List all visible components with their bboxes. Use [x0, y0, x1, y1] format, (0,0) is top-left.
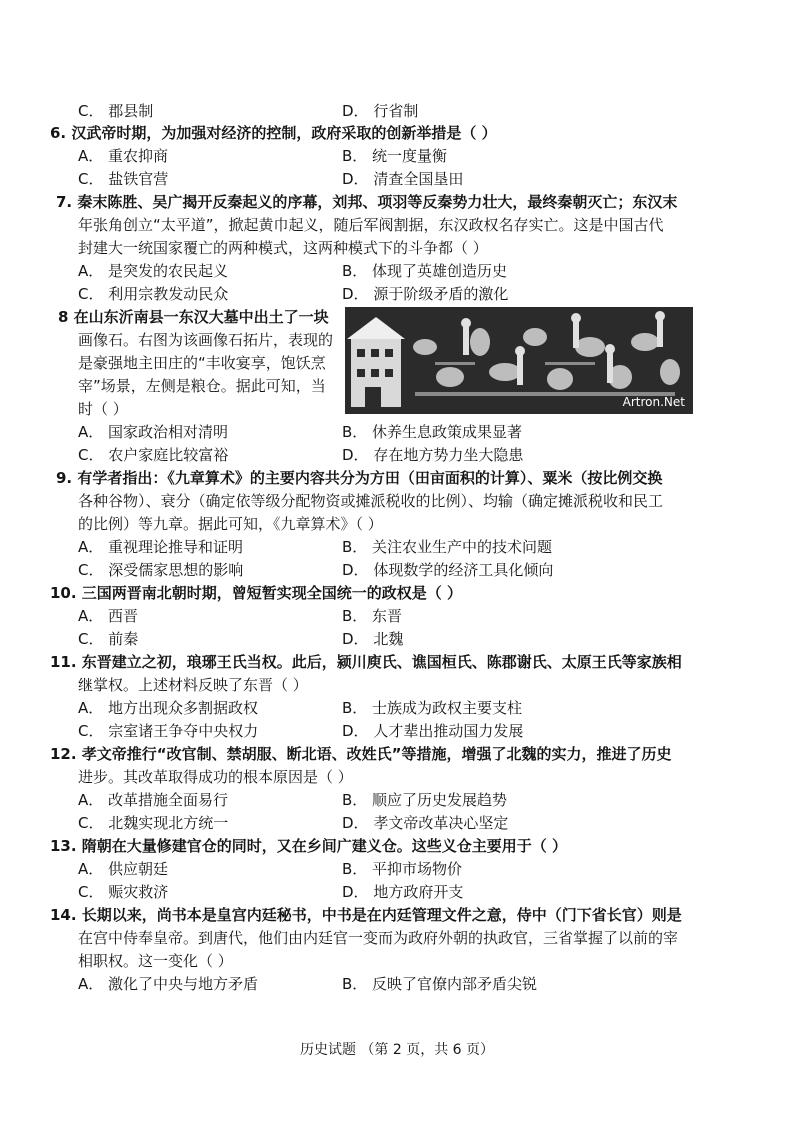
text-line: D． 体现数学的经济工具化倾向 — [342, 561, 554, 579]
watermark-text: Artron.Net — [622, 395, 685, 409]
stone-rubbing-image — [345, 307, 693, 414]
question-stem-line: 12. 孝文帝推行“改官制、禁胡服、断北语、改姓氏”等措施，增强了北魏的实力，推进了历史 — [50, 745, 672, 763]
question-stem-line: 14. 长期以来，尚书本是皇宫内廷秘书，中书是在内廷管理文件之意，侍中（门下省长官）则是 — [50, 906, 682, 924]
text-line: A． 激化了中央与地方矛盾 — [78, 975, 259, 993]
text-line: D． 人才辈出推动国力发展 — [342, 722, 524, 740]
text-line: D． 行省制 — [342, 102, 419, 120]
text-line: C． 前秦 — [78, 630, 139, 648]
question-stem-line: 13. 隋朝在大量修建官仓的同时，又在乡间广建义仓。这些义仓主要用于（ ） — [50, 837, 568, 855]
text-line: A． 国家政治相对清明 — [78, 423, 229, 441]
text-line: D． 存在地方势力坐大隐患 — [342, 446, 524, 464]
text-line: 在宫中侍奉皇帝。到唐代，他们由内廷官一变而为政府外朝的执政官，三省掌握了以前的宰 — [78, 929, 679, 947]
text-line: B． 东晋 — [342, 607, 403, 625]
text-line: A． 西晋 — [78, 607, 139, 625]
text-line: A． 地方出现众多割据政权 — [78, 699, 259, 717]
text-line: 画像石。右图为该画像石拓片，表现的 — [78, 331, 334, 349]
text-line: 各种谷物）、衰分（确定依等级分配物资或摊派税收的比例）、均输（确定摊派税收和民工 — [78, 492, 664, 510]
text-line: B． 士族成为政权主要支柱 — [342, 699, 523, 717]
text-line: A． 改革措施全面易行 — [78, 791, 229, 809]
text-line: B． 平抑市场物价 — [342, 860, 463, 878]
text-line: 相职权。这一变化（ ） — [78, 952, 233, 970]
text-line: C． 郡县制 — [78, 102, 154, 120]
text-line: 宰”场景，左侧是粮仓。据此可知，当 — [78, 377, 326, 395]
text-line: A． 重视理论推导和证明 — [78, 538, 244, 556]
text-line: A． 是突发的农民起义 — [78, 262, 229, 280]
text-line: A． 供应朝廷 — [78, 860, 169, 878]
text-line: C． 赈灾救济 — [78, 883, 169, 901]
text-line: 年张角创立“太平道”，掀起黄巾起义，随后军阀割据，东汉政权名存实亡。这是中国古代 — [78, 216, 664, 234]
text-line: C． 利用宗教发动民众 — [78, 285, 229, 303]
text-line: 封建大一统国家覆亡的两种模式，这两种模式下的斗争都（ ） — [78, 239, 488, 257]
text-line: B． 体现了英雄创造历史 — [342, 262, 508, 280]
text-line: B． 统一度量衡 — [342, 147, 448, 165]
text-line: C． 宗室诸王争夺中央权力 — [78, 722, 259, 740]
text-line: B． 关注农业生产中的技术问题 — [342, 538, 553, 556]
question-stem-line: 6. 汉武帝时期，为加强对经济的控制，政府采取的创新举措是（ ） — [50, 124, 497, 142]
question-stem-line: 11. 东晋建立之初，琅琊王氏当权。此后，颍川庾氏、谯国桓氏、陈郡谢氏、太原王氏等家族相 — [50, 653, 682, 671]
text-line: C． 农户家庭比较富裕 — [78, 446, 229, 464]
question-stem-line: 9. 有学者指出：《九章算术》的主要内容共分为方田（田亩面积的计算）、粟米（按比例交换 — [56, 469, 663, 487]
text-line: D． 源于阶级矛盾的激化 — [342, 285, 509, 303]
page-footer: 历史试题 （第 2 页，共 6 页） — [299, 1042, 495, 1058]
text-line: D． 孝文帝改革决心坚定 — [342, 814, 509, 832]
text-line: B． 顺应了历史发展趋势 — [342, 791, 508, 809]
text-line: D． 北魏 — [342, 630, 404, 648]
text-line: 的比例）等九章。据此可知，《九章算术》（ ） — [78, 515, 383, 533]
text-line: C． 盐铁官营 — [78, 170, 169, 188]
text-line: D． 清查全国垦田 — [342, 170, 464, 188]
text-line: C． 深受儒家思想的影响 — [78, 561, 244, 579]
text-line: 时（ ） — [78, 400, 128, 418]
text-line: 继掌权。上述材料反映了东晋（ ） — [78, 676, 308, 694]
question-stem-line: 10. 三国两晋南北朝时期，曾短暂实现全国统一的政权是（ ） — [50, 584, 463, 602]
text-line: 进步。其改革取得成功的根本原因是（ ） — [78, 768, 353, 786]
text-line: D． 地方政府开支 — [342, 883, 464, 901]
text-line: B． 反映了官僚内部矛盾尖锐 — [342, 975, 538, 993]
text-line: C． 北魏实现北方统一 — [78, 814, 229, 832]
text-line: A． 重农抑商 — [78, 147, 169, 165]
text-line: B． 休养生息政策成果显著 — [342, 423, 523, 441]
text-line: 是豪强地主田庄的“丰收宴享，饱饫烹 — [78, 354, 326, 372]
question-stem-line: 7. 秦末陈胜、吴广揭开反秦起义的序幕，刘邦、项羽等反秦势力壮大，最终秦朝灭亡；东汉末 — [56, 193, 678, 211]
question-stem-line: 8 在山东沂南县一东汉大墓中出土了一块 — [58, 308, 329, 326]
